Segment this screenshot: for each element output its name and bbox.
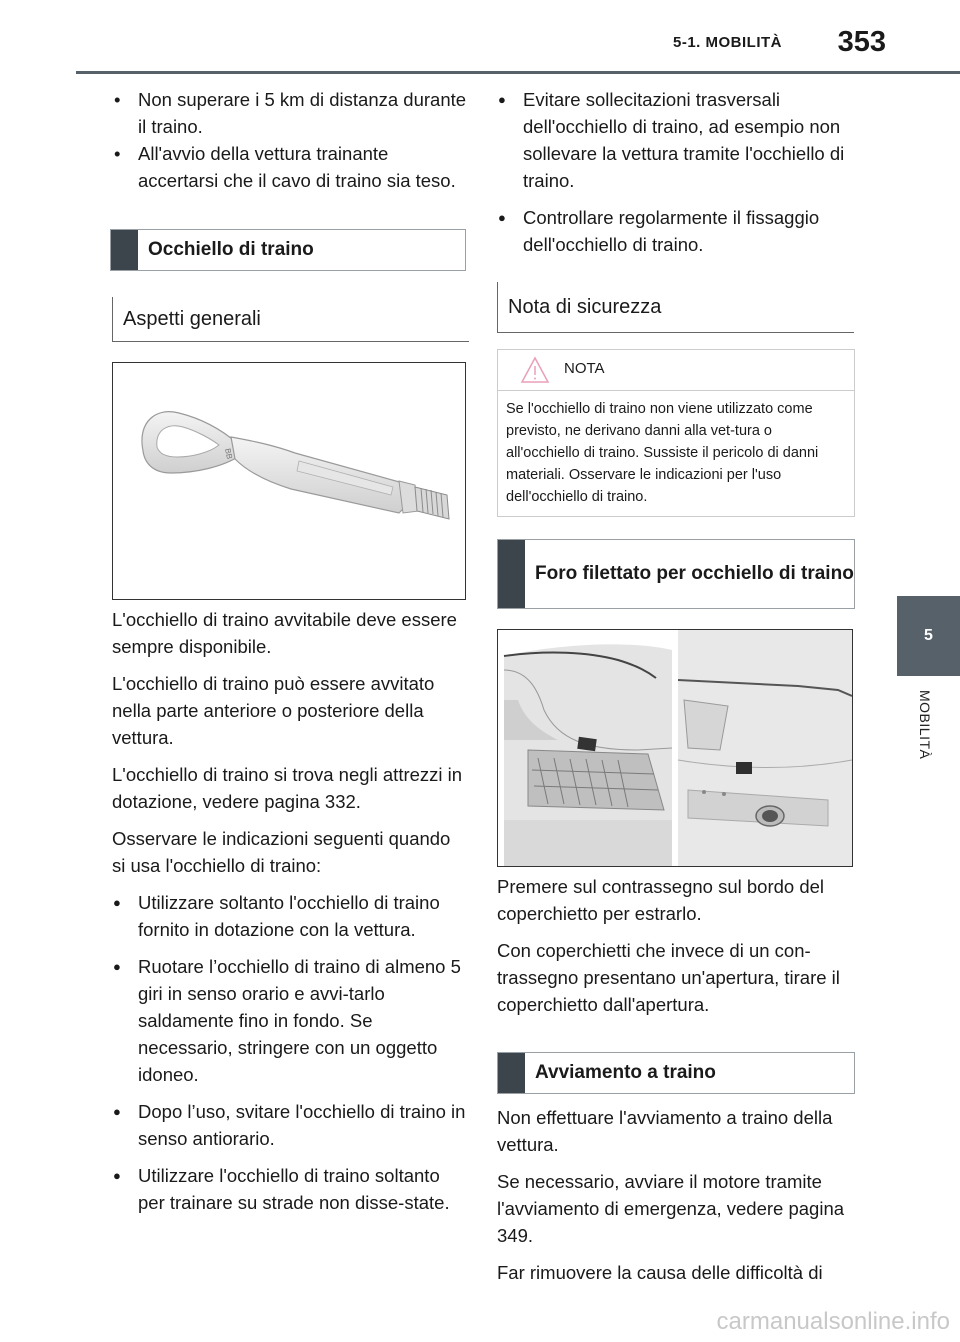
paragraph: Far rimuovere la causa delle difficoltà di (497, 1262, 823, 1283)
towing-eye-illustration (113, 363, 465, 599)
bullet-item: ● Utilizzare soltanto l'occhiello di traino fornito in dotazione con la vettura. (112, 889, 468, 943)
dash-item: • Non superare i 5 km di distanza durante il traino. (112, 86, 468, 140)
section-header: 5-1. MOBILITÀ (672, 34, 782, 51)
subsection-heading: Aspetti generali (112, 297, 469, 342)
header-rule (76, 71, 960, 74)
note-text: Se l'occhiello di traino non viene utilizzato come previsto, ne derivano danni alla vet-tura o all'occhiello di traino. Sussiste il pericolo di danni materiali. Osservare le indicazioni per l'uso dell'occhiello di traino. (506, 401, 819, 505)
bullet-item: ● Controllare regolarmente il fissaggio dell'occhiello di traino. (497, 204, 855, 258)
paragraph: L'occhiello di traino avvitabile deve essere sempre disponibile. (112, 609, 457, 657)
paragraph: Con coperchietti che invece di un con-trassegno presentano un'apertura, tirare il coperchietto dall'apertura. (497, 940, 840, 1015)
section-title: Foro filettato per occhiello di traino (535, 563, 854, 584)
paragraph: Premere sul contrassegno sul bordo del coperchietto per estrarlo. (497, 876, 825, 924)
heading-bar (111, 230, 138, 270)
heading-bar (498, 1053, 525, 1093)
towing-eye-figure (112, 362, 466, 600)
page-number: 353 (837, 26, 886, 58)
bullet-item: ● Utilizzare l'occhiello di traino soltanto per trainare su strade non disse-state. (112, 1162, 468, 1216)
watermark: carmanualsonline.info (716, 1308, 950, 1335)
paragraph: L'occhiello di traino si trova negli attrezzi in dotazione, vedere pagina 332. (112, 764, 463, 812)
bumper-illustration (498, 630, 852, 866)
chapter-tab[interactable]: 5 (897, 596, 960, 676)
stamp-mark: BB (223, 447, 235, 460)
section-heading-tow-start (497, 1052, 855, 1094)
note-header (498, 350, 854, 391)
paragraph: L'occhiello di traino può essere avvitato nella parte anteriore o posteriore della vettura. (112, 673, 435, 748)
chapter-label: MOBILITÀ (917, 690, 933, 760)
right-column (497, 84, 855, 1296)
heading-bar (498, 540, 525, 608)
note-label: NOTA (564, 360, 605, 377)
section-title: Avviamento a traino (535, 1062, 716, 1083)
bullet-item: ● Ruotare l’occhiello di traino di almeno 5 giri in senso orario e avvi-tarlo saldamente fino in fondo. Se necessario, stringere con un oggetto idoneo. (112, 953, 468, 1088)
paragraph: Se necessario, avviare il motore tramite l'avviamento di emergenza, vedere pagina 349. (497, 1171, 845, 1246)
left-column (112, 84, 468, 1226)
note-box (497, 349, 855, 517)
paragraph: Osservare le indicazioni seguenti quando si usa l'occhiello di traino: (112, 828, 451, 876)
dash-item: • All'avvio della vettura trainante accertarsi che il cavo di traino sia teso. (112, 140, 468, 194)
section-heading-threaded-hole (497, 539, 855, 609)
warning-triangle-icon (520, 356, 550, 384)
paragraph: Non effettuare l'avviamento a traino della vettura. (497, 1107, 833, 1155)
section-title: Occhiello di traino (148, 239, 314, 260)
section-heading-towing-eye (110, 229, 466, 271)
threaded-hole-figure (497, 629, 853, 867)
bullet-item: ● Dopo l’uso, svitare l'occhiello di traino in senso antiorario. (112, 1098, 468, 1152)
safety-heading: Nota di sicurezza (497, 282, 854, 333)
bullet-item: ● Evitare sollecitazioni trasversali dell'occhiello di traino, ad esempio non sollevare la vettura tramite l'occhiello di traino. (497, 86, 855, 194)
